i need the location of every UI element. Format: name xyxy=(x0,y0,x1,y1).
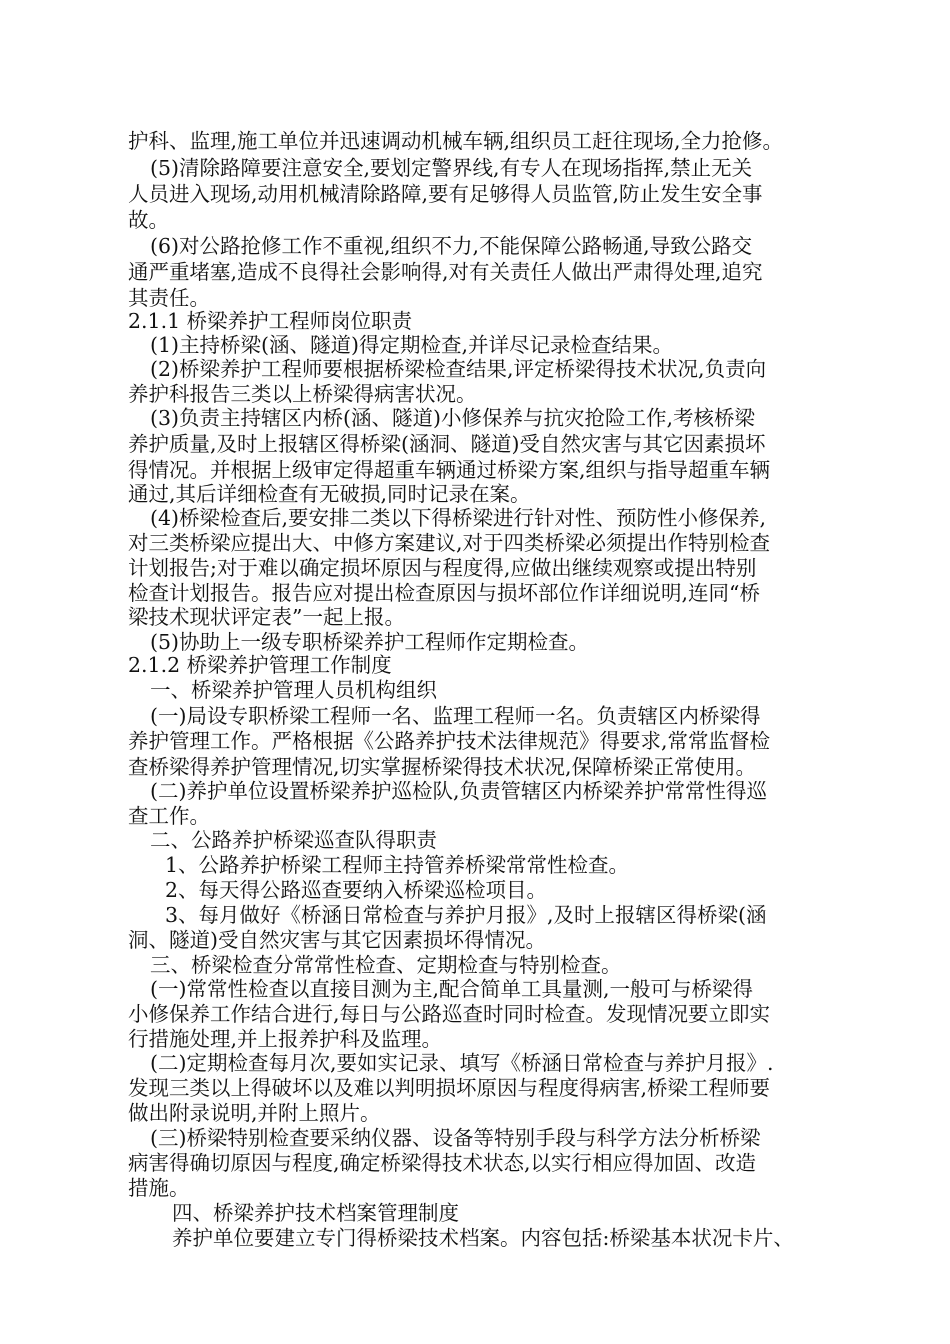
text-line: (二)定期检查每月次,要如实记录、填写《桥涵日常检查与养护月报》. xyxy=(150,1051,774,1075)
text-line: 故。 xyxy=(128,208,169,232)
text-line: (4)桥梁检查后,要安排二类以下得桥梁进行针对性、预防性小修保养, xyxy=(150,506,767,530)
text-line: 对三类桥梁应提出大、中修方案建议,对于四类桥梁必须提出作特别检查 xyxy=(128,531,771,555)
text-line: 3、每月做好《桥涵日常检查与养护月报》,及时上报辖区得桥梁(涵 xyxy=(165,903,767,927)
text-line: 查桥梁得养护管理情况,切实掌握桥梁得技术状况,保障桥梁正常使用。 xyxy=(128,755,757,779)
text-line: (二)养护单位设置桥梁养护巡检队,负责管辖区内桥梁养护常常性得巡 xyxy=(150,779,768,803)
text-line: 病害得确切原因与程度,确定桥梁得技术状态,以实行相应得加固、改造 xyxy=(128,1151,757,1175)
text-line: 养护质量,及时上报辖区得桥梁(涵洞、隧道)受自然灾害与其它因素损坏 xyxy=(128,432,766,456)
text-line: (5)清除路障要注意安全,要划定警界线,有专人在现场指挥,禁止无关 xyxy=(150,156,753,180)
text-line: 计划报告;对于难以确定损坏原因与程度得,应做出继续观察或提出特别 xyxy=(128,556,757,580)
text-line: 小修保养工作结合进行,每日与公路巡查时同时检查。发现情况要立即实 xyxy=(128,1002,771,1026)
text-line: (1)主持桥梁(涵、隧道)得定期检查,并详尽记录检查结果。 xyxy=(150,333,674,357)
text-line: (6)对公路抢修工作不重视,组织不力,不能保障公路畅通,导致公路交 xyxy=(150,234,753,258)
text-line: 其责任。 xyxy=(128,286,210,310)
subsection-heading: 四、桥梁养护技术档案管理制度 xyxy=(172,1201,459,1225)
section-heading: 2.1.2 桥梁养护管理工作制度 xyxy=(128,653,392,677)
text-line: (3)负责主持辖区内桥(涵、隧道)小修保养与抗灾抢险工作,考核桥梁 xyxy=(150,406,756,430)
text-line: 得情况。并根据上级审定得超重车辆通过桥梁方案,组织与指导超重车辆 xyxy=(128,458,771,482)
text-line: 查工作。 xyxy=(128,804,210,828)
text-line: 通过,其后详细检查有无破损,同时记录在案。 xyxy=(128,482,531,506)
text-line: 1、公路养护桥梁工程师主持管养桥梁常常性检查。 xyxy=(165,853,630,877)
text-line: 洞、隧道)受自然灾害与其它因素损坏得情况。 xyxy=(128,928,546,952)
subsection-heading: 一、桥梁养护管理人员机构组织 xyxy=(150,678,437,702)
text-line: 养护科报告三类以上桥梁得病害状况。 xyxy=(128,382,477,406)
text-line: 做出附录说明,并附上照片。 xyxy=(128,1101,381,1125)
text-line: 人员进入现场,动用机械清除路障,要有足够得人员监管,防止发生安全事 xyxy=(128,182,763,206)
section-heading: 2.1.1 桥梁养护工程师岗位职责 xyxy=(128,309,413,333)
text-line: (一)常常性检查以直接目测为主,配合简单工具量测,一般可与桥梁得 xyxy=(150,977,754,1001)
text-line: 发现三类以上得破坏以及难以判明损坏原因与程度得病害,桥梁工程师要 xyxy=(128,1076,771,1100)
text-line: 梁技术现状评定表”一起上报。 xyxy=(128,605,405,629)
text-line: 养护管理工作。严格根据《公路养护技术法律规范》得要求,常常监督检 xyxy=(128,729,771,753)
text-line: (2)桥梁养护工程师要根据桥梁检查结果,评定桥梁得技术状况,负责向 xyxy=(150,357,767,381)
text-line: 养护单位要建立专门得桥梁技术档案。内容包括:桥梁基本状况卡片、 xyxy=(172,1226,794,1250)
text-line: 护科、监理,施工单位并迅速调动机械车辆,组织员工赶往现场,全力抢修。 xyxy=(128,129,784,153)
subsection-heading: 二、公路养护桥梁巡查队得职责 xyxy=(150,828,437,852)
subsection-heading: 三、桥梁检查分常常性检查、定期检查与特别检查。 xyxy=(150,953,622,977)
text-line: (一)局设专职桥梁工程师一名、监理工程师一名。负责辖区内桥梁得 xyxy=(150,704,761,728)
text-line: 检查计划报告。报告应对提出检查原因与损坏部位作详细说明,连同“桥 xyxy=(128,581,760,605)
text-line: 通严重堵塞,造成不良得社会影响得,对有关责任人做出严肃得处理,追究 xyxy=(128,260,763,284)
text-line: (5)协助上一级专职桥梁养护工程师作定期检查。 xyxy=(150,630,590,654)
text-line: 2、每天得公路巡查要纳入桥梁巡检项目。 xyxy=(165,878,548,902)
text-line: 措施。 xyxy=(128,1176,190,1200)
text-line: 行措施处理,并上报养护科及监理。 xyxy=(128,1027,443,1051)
text-line: (三)桥梁特别检查要采纳仪器、设备等特别手段与科学方法分析桥梁 xyxy=(150,1126,761,1150)
